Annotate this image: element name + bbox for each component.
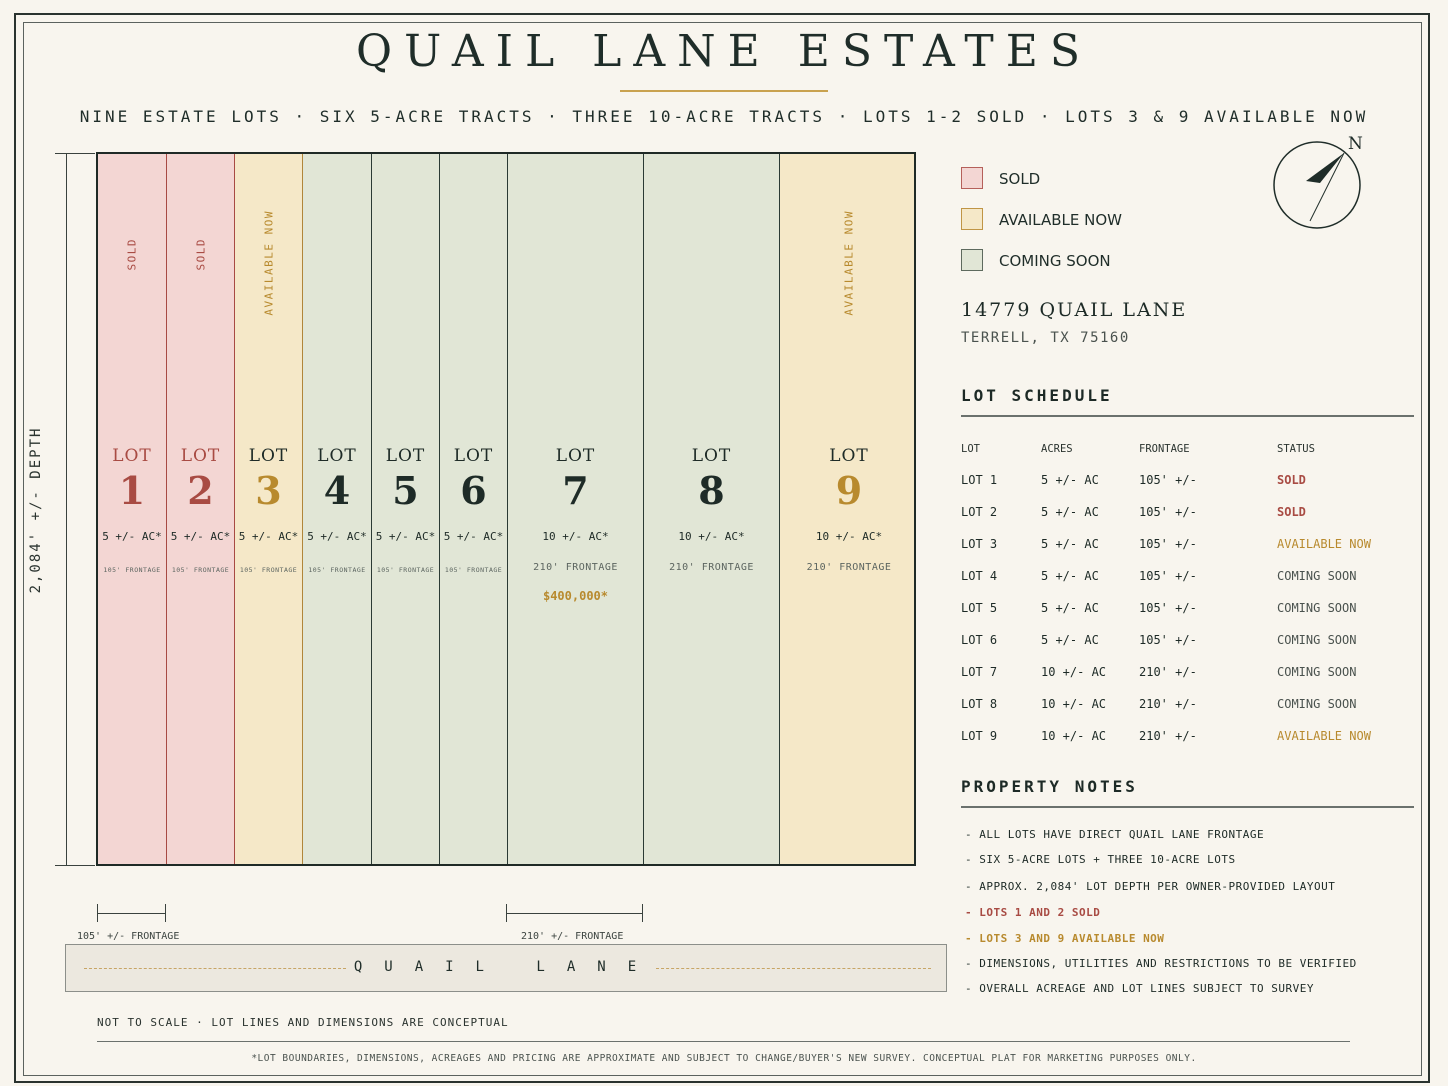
lot-word: LOT xyxy=(248,446,289,466)
lot-8[interactable] xyxy=(644,154,780,864)
dim-large-tick-right xyxy=(642,904,643,922)
schedule-cell-lot: LOT 9 xyxy=(961,729,998,743)
schedule-cell-acres: 10 +/- AC xyxy=(1041,729,1107,743)
lot-acres: 5 +/- AC* xyxy=(102,530,162,543)
footnote: *LOT BOUNDARIES, DIMENSIONS, ACREAGES AND PRICING ARE APPROXIMATE AND SUBJECT TO CHANGE/BUYER'S NEW SURVEY. CONCEPTUAL PLAT FOR MARKETING PURPOSES ONLY. xyxy=(251,1053,1197,1064)
lot-frontage: 105' FRONTAGE xyxy=(376,566,435,574)
schedule-header-status: STATUS xyxy=(1277,443,1315,455)
lot-acres: 5 +/- AC* xyxy=(375,530,436,543)
schedule-cell-acres: 5 +/- AC xyxy=(1041,537,1099,551)
schedule-cell-lot: LOT 3 xyxy=(961,537,998,551)
lot-schedule-rule xyxy=(961,415,1414,417)
lot-acres: 5 +/- AC* xyxy=(443,530,504,543)
lot-number: 4 xyxy=(323,468,351,513)
lot-word: LOT xyxy=(691,446,732,466)
schedule-cell-status: SOLD xyxy=(1277,473,1306,487)
lot-status-label: AVAILABLE NOW xyxy=(262,210,275,316)
schedule-cell-acres: 10 +/- AC xyxy=(1041,697,1107,711)
lot-number: 1 xyxy=(118,468,146,513)
lot-acres: 5 +/- AC* xyxy=(307,530,367,543)
lot-frontage: 210' FRONTAGE xyxy=(533,562,618,573)
dim-large-label: 210' +/- FRONTAGE xyxy=(521,931,624,942)
lot-frontage: 210' FRONTAGE xyxy=(669,562,754,573)
schedule-cell-lot: LOT 4 xyxy=(961,569,998,583)
legend-swatch-sold xyxy=(961,167,983,189)
lot-word: LOT xyxy=(112,446,152,466)
schedule-cell-status: AVAILABLE NOW xyxy=(1277,729,1371,743)
compass-north-label: N xyxy=(1348,135,1363,154)
schedule-cell-acres: 10 +/- AC xyxy=(1041,665,1107,679)
schedule-cell-status: COMING SOON xyxy=(1277,665,1357,679)
not-to-scale-note: NOT TO SCALE · LOT LINES AND DIMENSIONS ARE CONCEPTUAL xyxy=(97,1016,509,1029)
note-item: - DIMENSIONS, UTILITIES AND RESTRICTIONS TO BE VERIFIED xyxy=(965,957,1357,970)
lot-number: 5 xyxy=(392,468,419,513)
schedule-cell-acres: 5 +/- AC xyxy=(1041,505,1099,519)
lot-7[interactable] xyxy=(508,154,644,864)
lot-word: LOT xyxy=(180,446,221,466)
lot-acres: 10 +/- AC* xyxy=(815,530,883,543)
schedule-header-frontage: FRONTAGE xyxy=(1139,443,1190,455)
schedule-header-acres: ACRES xyxy=(1041,443,1073,455)
page-title: QUAIL LANE ESTATES xyxy=(356,26,1092,77)
lot-1[interactable] xyxy=(98,154,167,864)
note-item: - LOTS 3 AND 9 AVAILABLE NOW xyxy=(965,932,1165,945)
lot-number: 3 xyxy=(255,468,282,513)
legend-label-coming-soon: COMING SOON xyxy=(999,252,1111,270)
lot-acres: 5 +/- AC* xyxy=(238,530,299,543)
schedule-cell-status: COMING SOON xyxy=(1277,569,1357,583)
depth-label: 2,084' +/- DEPTH xyxy=(28,426,44,594)
lot-word: LOT xyxy=(317,446,357,466)
schedule-cell-acres: 5 +/- AC xyxy=(1041,601,1099,615)
schedule-cell-lot: LOT 8 xyxy=(961,697,998,711)
schedule-cell-lot: LOT 7 xyxy=(961,665,998,679)
schedule-cell-acres: 5 +/- AC xyxy=(1041,633,1099,647)
schedule-cell-lot: LOT 2 xyxy=(961,505,998,519)
lot-number: 6 xyxy=(460,468,487,513)
lot-frontage: 105' FRONTAGE xyxy=(171,566,230,574)
title-underline xyxy=(620,90,828,92)
note-item: - APPROX. 2,084' LOT DEPTH PER OWNER-PROVIDED LAYOUT xyxy=(965,880,1336,893)
lot-6[interactable] xyxy=(440,154,508,864)
address-line-1: 14779 QUAIL LANE xyxy=(961,299,1188,321)
schedule-cell-frontage: 105' +/- xyxy=(1139,569,1197,583)
lot-number: 2 xyxy=(187,468,214,513)
address-line-2: TERRELL, TX 75160 xyxy=(961,330,1130,346)
property-notes-title: PROPERTY NOTES xyxy=(961,777,1138,796)
note-item: - OVERALL ACREAGE AND LOT LINES SUBJECT TO SURVEY xyxy=(965,982,1315,995)
lot-status-label: SOLD xyxy=(194,238,207,271)
lot-acres: 10 +/- AC* xyxy=(542,530,609,543)
lot-word: LOT xyxy=(829,446,869,466)
depth-line xyxy=(66,153,67,866)
lot-acres: 10 +/- AC* xyxy=(678,530,745,543)
lot-word: LOT xyxy=(385,446,426,466)
schedule-cell-status: COMING SOON xyxy=(1277,633,1357,647)
dim-large-line xyxy=(506,913,642,914)
lot-2[interactable] xyxy=(167,154,235,864)
schedule-cell-frontage: 105' +/- xyxy=(1139,633,1197,647)
legend-swatch-available xyxy=(961,208,983,230)
schedule-cell-frontage: 105' +/- xyxy=(1139,601,1197,615)
subtitle: NINE ESTATE LOTS · SIX 5-ACRE TRACTS · THREE 10-ACRE TRACTS · LOTS 1-2 SOLD · LOTS 3 & 9 AVAILABLE NOW xyxy=(79,107,1369,126)
schedule-cell-frontage: 210' +/- xyxy=(1139,697,1197,711)
lot-3[interactable] xyxy=(235,154,303,864)
schedule-cell-lot: LOT 1 xyxy=(961,473,998,487)
note-item: - ALL LOTS HAVE DIRECT QUAIL LANE FRONTAGE xyxy=(965,828,1265,841)
lot-frontage: 105' FRONTAGE xyxy=(444,566,503,574)
dim-small-label: 105' +/- FRONTAGE xyxy=(77,931,180,942)
schedule-cell-acres: 5 +/- AC xyxy=(1041,569,1099,583)
schedule-cell-status: SOLD xyxy=(1277,505,1306,519)
schedule-cell-frontage: 105' +/- xyxy=(1139,505,1197,519)
schedule-cell-frontage: 210' +/- xyxy=(1139,665,1197,679)
schedule-cell-status: AVAILABLE NOW xyxy=(1277,537,1371,551)
legend-label-available: AVAILABLE NOW xyxy=(999,211,1123,229)
lot-4[interactable] xyxy=(303,154,372,864)
depth-tick-bottom xyxy=(55,865,95,866)
lot-word: LOT xyxy=(555,446,596,466)
lot-9[interactable] xyxy=(780,154,916,864)
dim-small-line xyxy=(97,913,165,914)
footer-rule xyxy=(97,1041,1350,1042)
road xyxy=(65,944,947,992)
lot-word: LOT xyxy=(453,446,494,466)
dim-small-tick-right xyxy=(165,904,166,922)
plat-map xyxy=(96,152,916,866)
schedule-cell-frontage: 105' +/- xyxy=(1139,473,1197,487)
lot-frontage: 210' FRONTAGE xyxy=(806,562,892,573)
lot-number: 8 xyxy=(698,468,725,513)
lot-schedule-title: LOT SCHEDULE xyxy=(961,386,1113,405)
lot-number: 9 xyxy=(835,468,863,513)
schedule-cell-lot: LOT 5 xyxy=(961,601,998,615)
legend-label-sold: SOLD xyxy=(999,170,1041,188)
note-item: - SIX 5-ACRE LOTS + THREE 10-ACRE LOTS xyxy=(965,853,1236,866)
lot-status-label: SOLD xyxy=(125,238,139,271)
lot-5[interactable] xyxy=(372,154,440,864)
schedule-cell-frontage: 105' +/- xyxy=(1139,537,1197,551)
lot-number: 7 xyxy=(562,468,589,513)
schedule-cell-acres: 5 +/- AC xyxy=(1041,473,1099,487)
schedule-cell-status: COMING SOON xyxy=(1277,601,1357,615)
road-centerline-right xyxy=(656,968,931,969)
compass-icon xyxy=(1272,135,1364,230)
schedule-cell-frontage: 210' +/- xyxy=(1139,729,1197,743)
lot-frontage: 105' FRONTAGE xyxy=(103,566,161,574)
road-name: QUAIL LANE xyxy=(353,959,659,975)
note-item: - LOTS 1 AND 2 SOLD xyxy=(965,906,1101,919)
lot-frontage: 105' FRONTAGE xyxy=(308,566,366,574)
schedule-cell-lot: LOT 6 xyxy=(961,633,998,647)
lot-acres: 5 +/- AC* xyxy=(170,530,231,543)
property-notes-rule xyxy=(961,806,1414,808)
lot-status-label: AVAILABLE NOW xyxy=(842,210,856,316)
lot-frontage: 105' FRONTAGE xyxy=(239,566,298,574)
schedule-cell-status: COMING SOON xyxy=(1277,697,1357,711)
depth-tick-top xyxy=(55,153,95,154)
legend-swatch-coming-soon xyxy=(961,249,983,271)
lot-price: $400,000* xyxy=(542,589,609,603)
schedule-header-lot: LOT xyxy=(961,443,980,455)
